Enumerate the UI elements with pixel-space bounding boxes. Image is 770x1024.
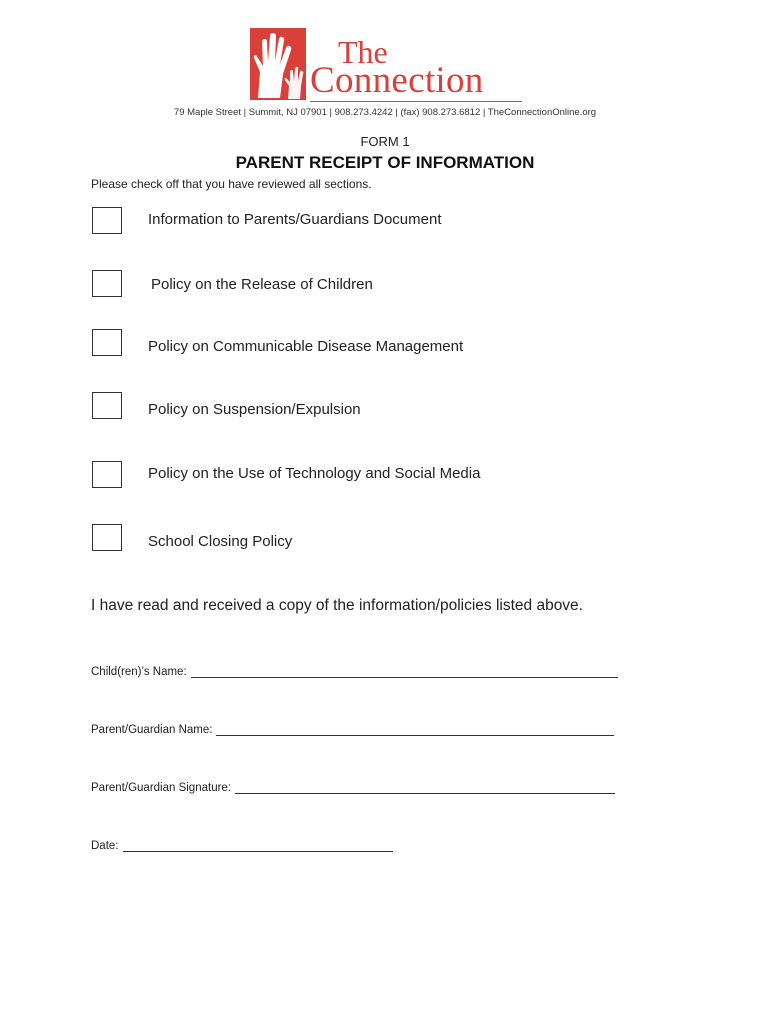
- checkbox[interactable]: [92, 392, 122, 419]
- checklist-label: Policy on Suspension/Expulsion: [148, 401, 361, 418]
- checklist-label: Policy on the Use of Technology and Social Media: [148, 465, 481, 482]
- field-label: Parent/Guardian Signature:: [91, 782, 232, 794]
- logo-text-connection: Connection: [310, 60, 484, 101]
- hands-logo-icon: [250, 28, 306, 100]
- field-label: Parent/Guardian Name:: [91, 724, 213, 736]
- page-title: PARENT RECEIPT OF INFORMATION: [235, 153, 535, 172]
- date-field: [91, 838, 393, 854]
- checklist-label: Policy on the Release of Children: [151, 276, 373, 293]
- parent-guardian-name-input[interactable]: [216, 722, 614, 736]
- instruction-text: Please check off that you have reviewed all sections.: [91, 177, 372, 191]
- checkbox[interactable]: [92, 270, 122, 297]
- checklist-label: School Closing Policy: [148, 533, 293, 550]
- parent-guardian-signature-input[interactable]: [235, 780, 615, 794]
- parent-guardian-signature-field: [91, 780, 615, 796]
- checkbox[interactable]: [92, 461, 122, 488]
- checkbox[interactable]: [92, 524, 122, 551]
- field-label: Date:: [91, 840, 119, 852]
- children-name-field: [91, 664, 618, 680]
- form-number: FORM 1: [360, 134, 410, 149]
- logo-underline: [310, 101, 522, 102]
- date-input[interactable]: [123, 838, 393, 852]
- parent-guardian-name-field: [91, 722, 614, 738]
- checklist-label: Information to Parents/Guardians Document: [148, 211, 442, 228]
- checkbox[interactable]: [92, 329, 122, 356]
- children-name-input[interactable]: [191, 664, 618, 678]
- acknowledgement-statement: I have read and received a copy of the information/policies listed above.: [91, 597, 583, 614]
- logo-text-the: The: [338, 34, 388, 70]
- checklist-label: Policy on Communicable Disease Management: [148, 338, 464, 355]
- field-label: Child(ren)’s Name:: [91, 666, 187, 678]
- address-line: 79 Maple Street | Summit, NJ 07901 | 908.273.4242 | (fax) 908.273.6812 | TheConnectionOnline.org: [173, 107, 597, 118]
- checkbox[interactable]: [92, 207, 122, 234]
- the-connection-logo: [250, 28, 525, 104]
